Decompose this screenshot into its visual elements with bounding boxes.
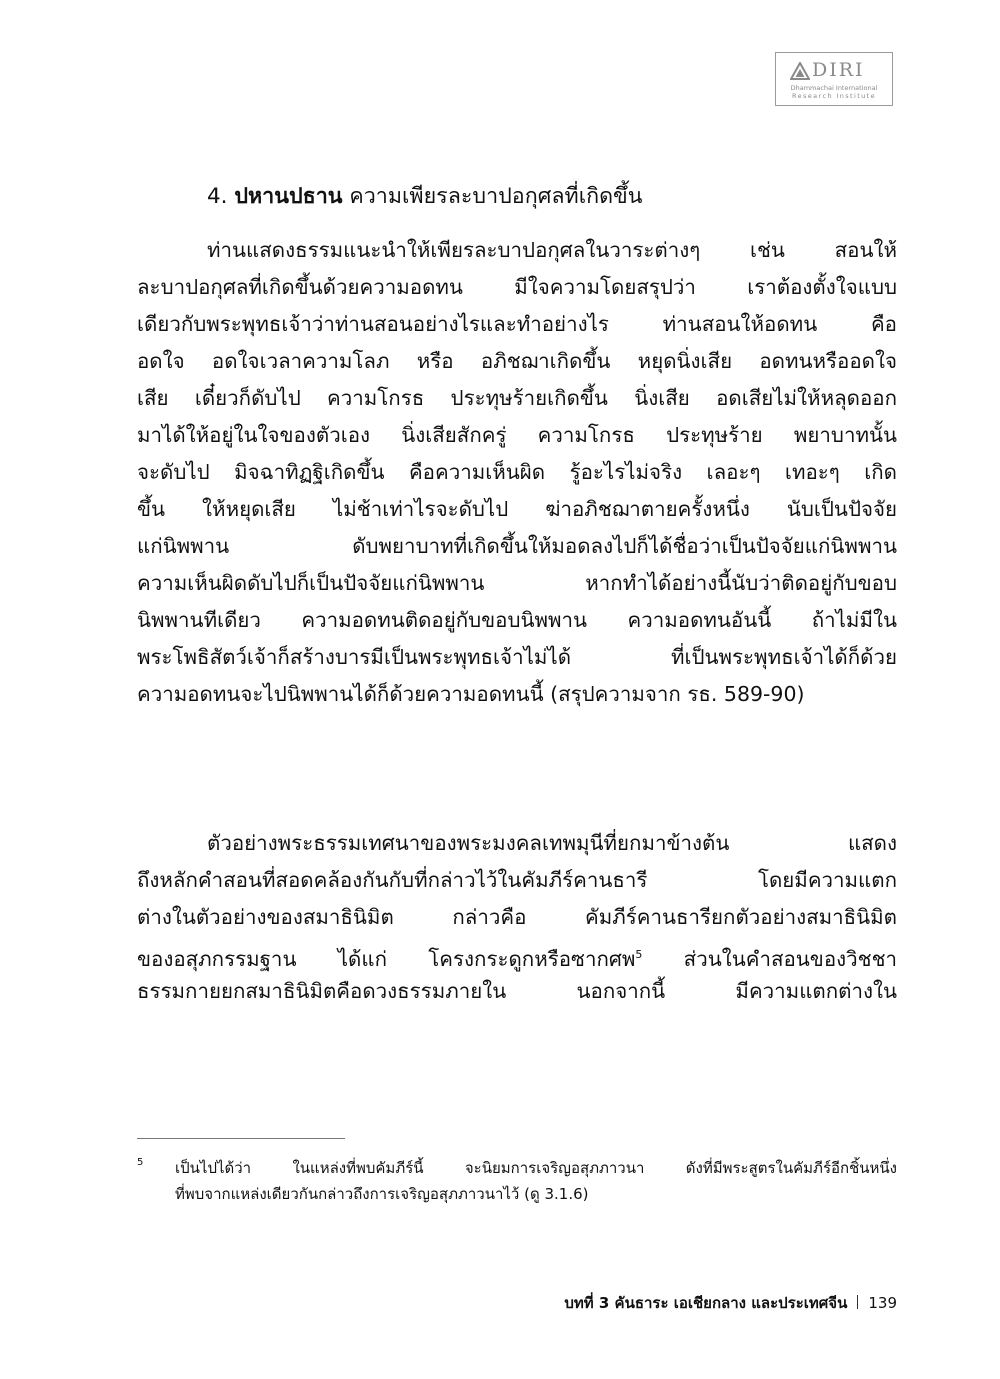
paragraph-line: ละบาปอกุศลที่เกิดขึ้นด้วยความอดทน มีใจความโดยสรุปว่า เราต้องตั้งใจแบบ [137,275,897,299]
heading-number: 4. [207,184,228,209]
logo-subtitle-2: Research Institute [791,92,877,100]
heading-term: ปหานปธาน [234,184,343,209]
page-number: 139 [868,1294,897,1312]
section-heading [207,178,642,215]
paragraph-line: ความเห็นผิดดับไปก็เป็นปัจจัยแก่นิพพาน หากทำได้อย่างนี้นับว่าติดอยู่กับขอบ [137,571,897,595]
triangle-logo-icon [790,62,810,80]
footer-separator [857,1295,858,1309]
paragraph-line: นิพพานทีเดียว ความอดทนติดอยู่กับขอบนิพพาน ความอดทนอันนี้ ถ้าไม่มีใน [137,608,897,632]
heading-description: ความเพียรละบาปอกุศลที่เกิดขึ้น [349,184,643,209]
diri-logo [775,52,893,106]
footnote-line: เป็นไปได้ว่า ในแหล่งที่พบคัมภีร์นี้ จะนิยมการเจริญอสุภภาวนา ดังที่มีพระสูตรในคัมภีร์อีกชิ้นหนึ่ง [175,1159,897,1177]
paragraph-line-text: ส่วนในคำสอนของวิชชา [642,946,897,971]
paragraph-line: ตัวอย่างพระธรรมเทศนาของพระมงคลเทพมุนีที่ยกมาข้างต้น แสดง [207,831,897,855]
paragraph-line-text: ของอสุภกรรมฐาน ได้แก่ โครงกระดูกหรือซากศพ [137,946,636,971]
logo-name: DIRI [812,59,865,81]
footnote-reference[interactable]: 5 [635,948,643,961]
paragraph-line: ธรรมกายยกสมาธินิมิตคือดวงธรรมภายใน นอกจากนี้ มีความแตกต่างใน [137,979,897,1003]
paragraph-2 [137,825,897,1010]
paragraph-line: ต่างในตัวอย่างของสมาธินิมิต กล่าวคือ คัมภีร์คานธารียกตัวอย่างสมาธินิมิต [137,905,897,929]
paragraph-line: ขึ้น ให้หยุดเสีย ไม่ช้าเท่าไรจะดับไป ฆ่าอภิชฌาตายครั้งหนึ่ง นับเป็นปัจจัย [137,497,897,521]
footnote-mark: 5 [137,1157,144,1168]
paragraph-line: ถึงหลักคำสอนที่สอดคล้องกันกับที่กล่าวไว้ในคัมภีร์คานธารี โดยมีความแตก [137,868,897,892]
footnote [137,1155,897,1207]
footnote-line: ที่พบจากแหล่งเดียวกันกล่าวถึงการเจริญอสุภภาวนาไว้ (ดู 3.1.6) [175,1185,589,1203]
page-footer [564,1291,897,1315]
paragraph-line: จะดับไป มิจฉาทิฏฐิเกิดขึ้น คือความเห็นผิด รู้อะไรไม่จริง เลอะๆ เทอะๆ เกิด [137,460,897,484]
paragraph-line: ความอดทนจะไปนิพพานได้ก็ด้วยความอดทนนี้ (สรุปความจาก รธ. 589-90) [137,682,805,706]
paragraph-1 [137,232,897,713]
paragraph-line: เดียวกับพระพุทธเจ้าว่าท่านสอนอย่างไรและทำอย่างไร ท่านสอนให้อดทน คือ [137,312,897,336]
logo-subtitle-1: Dhammachai International [790,84,878,92]
chapter-title: บทที่ 3 คันธาระ เอเชียกลาง และประเทศจีน [564,1294,848,1312]
paragraph-line: พระโพธิสัตว์เจ้าก็สร้างบารมีเป็นพระพุทธเจ้าไม่ได้ ที่เป็นพระพุทธเจ้าได้ก็ด้วย [137,645,897,669]
paragraph-line: ท่านแสดงธรรมแนะนำให้เพียรละบาปอกุศลในวาระต่างๆ เช่น สอนให้ [207,238,897,262]
paragraph-line: มาได้ให้อยู่ในใจของตัวเอง นิ่งเสียสักครู่ ความโกรธ ประทุษร้าย พยาบาทนั้น [137,423,897,447]
paragraph-line: แก่นิพพาน ดับพยาบาทที่เกิดขึ้นให้มอดลงไปก็ได้ชื่อว่าเป็นปัจจัยแก่นิพพาน [137,534,897,558]
footnote-divider [137,1138,345,1139]
paragraph-line-with-footnote [137,936,897,973]
paragraph-line: อดใจ อดใจเวลาความโลภ หรือ อภิชฌาเกิดขึ้น หยุดนิ่งเสีย อดทนหรืออดใจ [137,349,897,373]
paragraph-line: เสีย เดี๋ยวก็ดับไป ความโกรธ ประทุษร้ายเกิดขึ้น นิ่งเสีย อดเสียไม่ให้หลุดออก [137,386,897,410]
